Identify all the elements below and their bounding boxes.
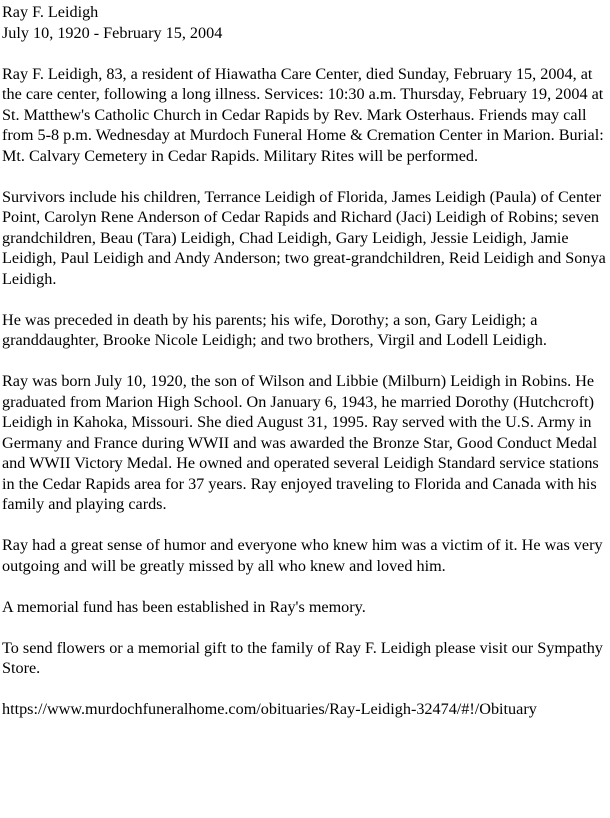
paragraph-sympathy-store: To send flowers or a memorial gift to the family of Ray F. Leidigh please visit our Sympathy Store.: [2, 638, 603, 677]
paragraph-memorial-fund: A memorial fund has been established in Ray's memory.: [2, 597, 366, 616]
paragraph-death-notice: Ray F. Leidigh, 83, a resident of Hiawatha Care Center, died Sunday, February 15, 2004, at the care center, following a long illness. Services: 10:30 a.m. Thursday, February 19, 2004 at St. Matthew's Catholic Church in Cedar Rapids by Rev. Mark Osterhaus. Friends may call from 5-8 p.m. Wednesday at Murdoch Funeral Home & Cremation Center in Marion. Burial: Mt. Calvary Cemetery in Cedar Rapids. Military Rites will be performed.: [2, 64, 604, 165]
source-url: https://www.murdochfuneralhome.com/obituaries/Ray-Leidigh-32474/#!/Obituary: [2, 700, 537, 718]
deceased-name: Ray F. Leidigh: [2, 3, 99, 21]
paragraph-preceded-in-death: He was preceded in death by his parents; his wife, Dorothy; a son, Gary Leidigh; a granddaughter, Brooke Nicole Leidigh; and two brothers, Virgil and Lodell Leidigh.: [2, 310, 547, 349]
paragraph-personality: Ray had a great sense of humor and everyone who knew him was a victim of it. He was very outgoing and will be greatly missed by all who knew and loved him.: [2, 536, 603, 575]
obituary-header: [2, 2, 608, 43]
paragraph-survivors: Survivors include his children, Terrance Leidigh of Florida, James Leidigh (Paula) of Center Point, Carolyn Rene Anderson of Cedar Rapids and Richard (Jaci) Leidigh of Robins; seven grandchildren, Beau (Tara) Leidigh, Chad Leidigh, Gary Leidigh, Jessie Leidigh, Jamie Leidigh, Paul Leidigh and Andy Anderson; two great-grandchildren, Reid Leidigh and Sonya Leidigh.: [2, 187, 606, 288]
obituary-document: [2, 2, 608, 720]
paragraph-biography: Ray was born July 10, 1920, the son of Wilson and Libbie (Milburn) Leidigh in Robins. He graduated from Marion High School. On January 6, 1943, he married Dorothy (Hutchcroft) Leidigh in Kahoka, Missouri. She died August 31, 1995. Ray served with the U.S. Army in Germany and France during WWII and was awarded the Bronze Star, Good Conduct Medal and WWII Victory Medal. He owned and operated several Leidigh Standard service stations in the Cedar Rapids area for 37 years. Ray enjoyed traveling to Florida and Canada with his family and playing cards.: [2, 372, 599, 513]
life-dates: July 10, 1920 - February 15, 2004: [2, 23, 223, 42]
